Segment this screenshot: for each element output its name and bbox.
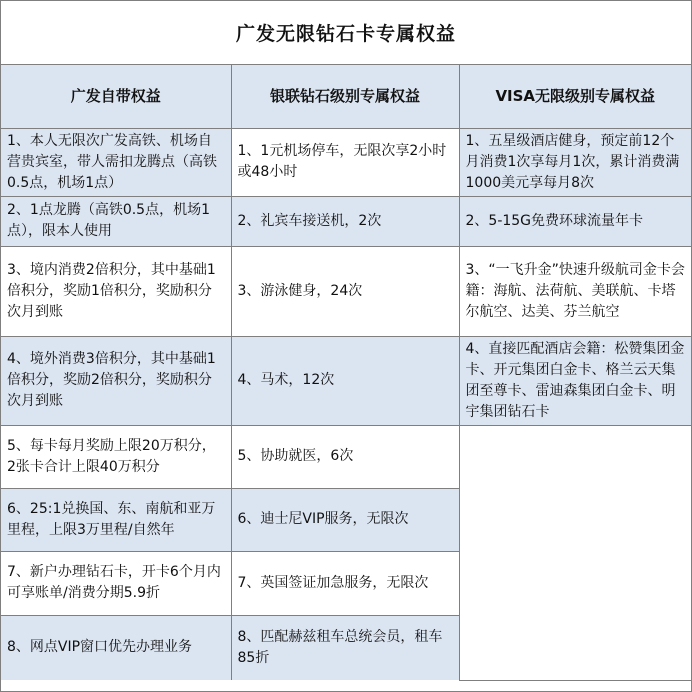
visa-benefit-cell: 2、5-15G免费环球流量年卡 [459, 196, 691, 246]
benefits-table [1, 65, 691, 681]
guangfa-benefit-cell: 5、每卡每月奖励上限20万积分，2张卡合计上限40万积分 [1, 425, 231, 488]
unionpay-benefit-cell: 8、匹配赫兹租车总统会员，租车85折 [231, 615, 459, 680]
unionpay-benefit-cell: 6、迪士尼VIP服务，无限次 [231, 488, 459, 551]
unionpay-benefit-cell: 1、1元机场停车，无限次享2小时或48小时 [231, 128, 459, 196]
guangfa-benefit-cell: 3、境内消费2倍积分，其中基础1倍积分，奖励1倍积分，奖励积分次月到账 [1, 246, 231, 336]
header-row [1, 65, 691, 128]
header-unionpay-diamond-benefits: 银联钻石级别专属权益 [231, 65, 459, 128]
guangfa-benefit-cell: 2、1点龙腾（高铁0.5点，机场1点），限本人使用 [1, 196, 231, 246]
visa-benefit-cell: 4、直接匹配酒店会籍：松赞集团金卡、开元集团白金卡、格兰云天集团至尊卡、雷迪森集团白金卡、明宇集团钻石卡 [459, 336, 691, 425]
visa-benefit-cell: 1、五星级酒店健身，预定前12个月消费1次享每月1次，累计消费满1000美元享每月8次 [459, 128, 691, 196]
guangfa-benefit-cell: 7、新户办理钻石卡，开卡6个月内可享账单/消费分期5.9折 [1, 551, 231, 615]
unionpay-benefit-cell: 4、马术，12次 [231, 336, 459, 425]
header-visa-infinite-benefits: VISA无限级别专属权益 [459, 65, 691, 128]
table-row [1, 336, 691, 425]
guangfa-benefit-cell: 4、境外消费3倍积分，其中基础1倍积分，奖励2倍积分，奖励积分次月到账 [1, 336, 231, 425]
unionpay-benefit-cell: 3、游泳健身，24次 [231, 246, 459, 336]
header-guangfa-benefits: 广发自带权益 [1, 65, 231, 128]
table-row [1, 246, 691, 336]
page-title: 广发无限钻石卡专属权益 [1, 1, 691, 65]
guangfa-benefit-cell: 6、25:1兑换国、东、南航和亚万里程，上限3万里程/自然年 [1, 488, 231, 551]
table-row [1, 425, 691, 488]
unionpay-benefit-cell: 5、协助就医，6次 [231, 425, 459, 488]
table-row [1, 196, 691, 246]
visa-empty-cell [459, 425, 691, 680]
guangfa-benefit-cell: 1、本人无限次广发高铁、机场自营贵宾室，带人需扣龙腾点（高铁0.5点，机场1点） [1, 128, 231, 196]
table-row [1, 128, 691, 196]
guangfa-benefit-cell: 8、网点VIP窗口优先办理业务 [1, 615, 231, 680]
visa-benefit-cell: 3、“一飞升金”快速升级航司金卡会籍：海航、法荷航、美联航、卡塔尔航空、达美、芬兰航空 [459, 246, 691, 336]
unionpay-benefit-cell: 7、英国签证加急服务，无限次 [231, 551, 459, 615]
unionpay-benefit-cell: 2、礼宾车接送机，2次 [231, 196, 459, 246]
